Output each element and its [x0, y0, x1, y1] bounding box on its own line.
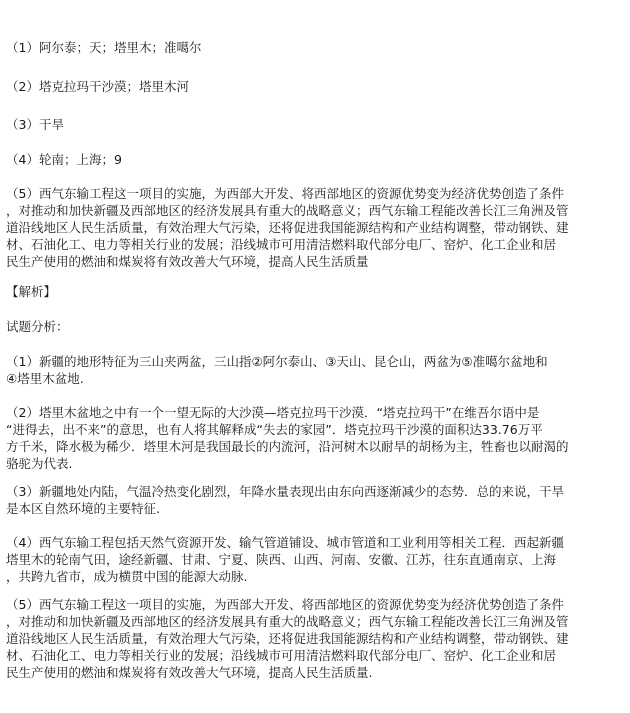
- analysis-line: ，对推动和加快新疆及西部地区的经济发展具有重大的战略意义；西气东输工程能改善长江三角洲及管: [6, 614, 569, 629]
- answer-5-line: 材、石油化工、电力等相关行业的发展；沿线城市可用清洁燃料取代部分电厂、窑炉、化工企业和居: [6, 237, 557, 252]
- analysis-line: 方千米，降水极为稀少．塔里木河是我国最长的内流河，沿河树木以耐旱的胡杨为主，牲畜也以耐渴的: [6, 439, 569, 454]
- analysis-line: （1）新疆的地形特征为三山夹两盆，三山指②阿尔泰山、③天山、昆仑山，两盆为⑤准噶尔盆地和: [6, 354, 548, 369]
- analysis-intro: 试题分析：: [6, 319, 69, 334]
- answer-2: （2）塔克拉玛干沙漠；塔里木河: [6, 79, 189, 94]
- analysis-paragraph-4: [6, 534, 626, 585]
- answer-5-line: 民生产使用的燃油和煤炭将有效改善大气环境，提高人民生活质量: [6, 254, 369, 269]
- answer-4: （4）轮南；上海；9: [6, 152, 122, 167]
- analysis-line: 骆驼为代表.: [6, 456, 73, 471]
- answer-1: （1）阿尔泰；天；塔里木；准噶尔: [6, 40, 202, 55]
- analysis-line: 材、石油化工、电力等相关行业的发展；沿线城市可用清洁燃料取代部分电厂、窑炉、化工企业和居: [6, 648, 557, 663]
- answer-5-line: 道沿线地区人民生活质量，有效治理大气污染，还将促进我国能源结构和产业结构调整，带动钢铁、建: [6, 220, 569, 235]
- answer-5-line: （5）西气东输工程这一项目的实施，为西部大开发、将西部地区的资源优势变为经济优势创造了条件: [6, 186, 564, 201]
- analysis-line: 塔里木的轮南气田，途经新疆、甘肃、宁夏、陕西、山西、河南、安徽、江苏，往东直通南京、上海: [6, 552, 557, 567]
- analysis-line: ④塔里木盆地.: [6, 371, 84, 386]
- analysis-paragraph-2: [6, 404, 626, 472]
- analysis-line: 民生产使用的燃油和煤炭将有效改善大气环境，提高人民生活质量.: [6, 665, 373, 680]
- analysis-line: （2）塔里木盆地之中有一个一望无际的大沙漠—塔克拉玛干沙漠．“塔克拉玛干”在维吾尔语中是: [6, 405, 540, 420]
- analysis-line: （5）西气东输工程这一项目的实施，为西部大开发、将西部地区的资源优势变为经济优势创造了条件: [6, 597, 564, 612]
- analysis-paragraph-3: [6, 483, 626, 517]
- analysis-header: 【解析】: [6, 284, 57, 299]
- analysis-line: （3）新疆地处内陆，气温冷热变化剧烈，年降水量表现出由东向西逐渐减少的态势．总的来说，干旱: [6, 484, 564, 499]
- answer-5: [6, 185, 626, 270]
- analysis-line: （4）西气东输工程包括天然气资源开发、输气管道铺设、城市管道和工业利用等相关工程．西起新疆: [6, 535, 564, 550]
- analysis-line: “进得去，出不来”的意思，也有人将其解释成“失去的家园”．塔克拉玛干沙漠的面积达33.76万平: [6, 422, 543, 437]
- answer-3: （3）干旱: [6, 117, 64, 132]
- analysis-line: 是本区自然环境的主要特征.: [6, 501, 160, 516]
- analysis-line: ，共跨九省市，成为横贯中国的能源大动脉.: [6, 569, 248, 584]
- analysis-paragraph-5: [6, 596, 626, 681]
- answer-5-line: ，对推动和加快新疆及西部地区的经济发展具有重大的战略意义；西气东输工程能改善长江三角洲及管: [6, 203, 569, 218]
- analysis-line: 道沿线地区人民生活质量，有效治理大气污染，还将促进我国能源结构和产业结构调整，带动钢铁、建: [6, 631, 569, 646]
- analysis-paragraph-1: [6, 353, 626, 387]
